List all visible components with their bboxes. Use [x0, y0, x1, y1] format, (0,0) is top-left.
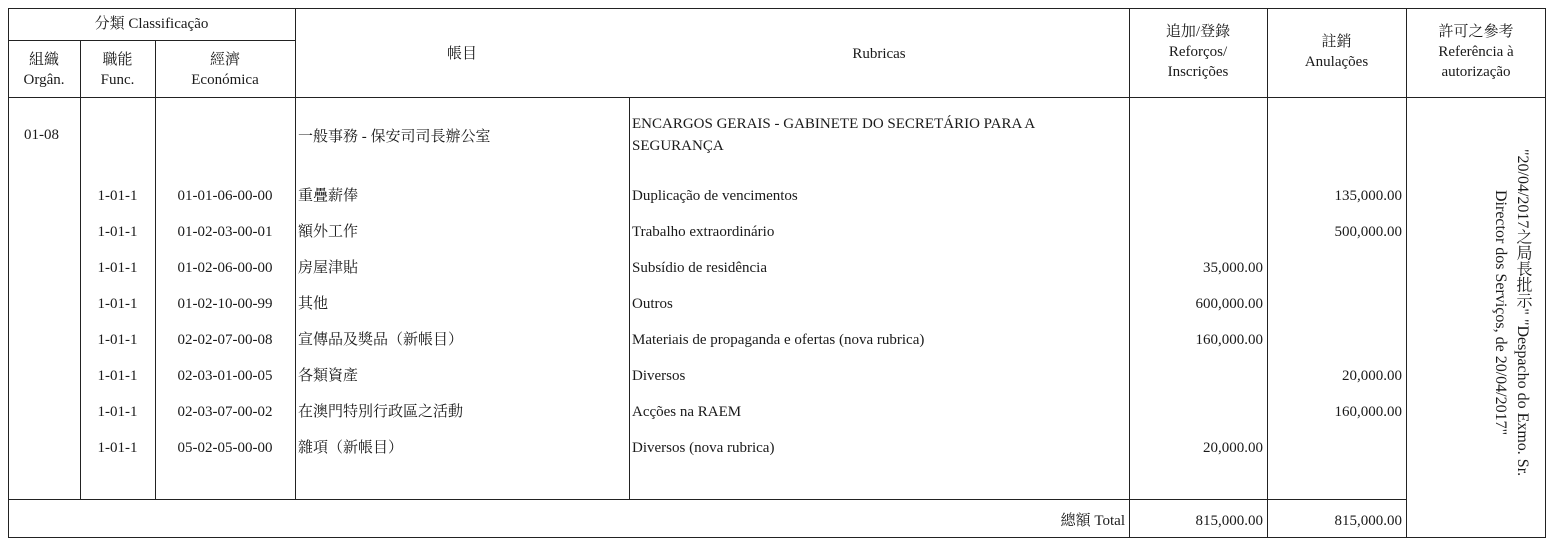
organ-header-zh: 組織	[28, 52, 59, 68]
row-rubrica: Trabalho extraordinário	[632, 224, 775, 240]
row-rubrica: Subsídio de residência	[632, 260, 767, 276]
row-anulacao: 500,000.00	[1334, 224, 1402, 240]
row-conta: 宣傳品及獎品（新帳目）	[298, 332, 464, 348]
row-func: 1-01-1	[97, 332, 138, 348]
row-econ: 01-02-06-00-00	[177, 260, 273, 276]
row-func: 1-01-1	[97, 404, 138, 420]
row-func: 1-01-1	[97, 296, 138, 312]
referencia-header-zh: 許可之參考	[1438, 24, 1514, 40]
row-func: 1-01-1	[97, 260, 138, 276]
row-rubrica: Diversos	[632, 368, 686, 384]
row-reforco: 35,000.00	[1203, 260, 1263, 276]
total-reforcos: 815,000.00	[1195, 513, 1263, 529]
section-organ: 01-08	[24, 127, 59, 143]
reforcos-header-zh: 追加/登錄	[1165, 24, 1231, 40]
authorization-reference: "20/04/2017之局長批示" "Despacho do Exmo. Sr. Director dos Serviços, de 20/04/2017"	[1492, 149, 1531, 477]
row-reforco: 600,000.00	[1195, 296, 1263, 312]
row-rubrica: Duplicação de vencimentos	[632, 188, 798, 204]
func-header-pt: Func.	[100, 72, 135, 88]
func-header-zh: 職能	[102, 52, 133, 68]
referencia-header-pt2: autorização	[1441, 64, 1511, 80]
row-reforco: 20,000.00	[1203, 440, 1263, 456]
row-conta: 額外工作	[298, 224, 359, 240]
row-anulacao: 135,000.00	[1334, 188, 1402, 204]
referencia-header	[1406, 22, 1546, 82]
row-econ: 02-03-07-00-02	[177, 404, 273, 420]
reforcos-header	[1129, 22, 1267, 82]
section-rubrica-line1: ENCARGOS GERAIS - GABINETE DO SECRETÁRIO PARA A	[632, 116, 1036, 132]
row-func: 1-01-1	[97, 440, 138, 456]
organ-header	[8, 50, 80, 90]
row-conta: 在澳門特別行政區之活動	[298, 404, 464, 420]
total-label: 總額 Total	[1060, 513, 1125, 529]
econ-header-zh: 經濟	[209, 52, 240, 68]
row-conta: 雜項（新帳目）	[298, 440, 404, 456]
organ-header-pt: Orgân.	[23, 72, 65, 88]
reforcos-header-pt1: Reforços/	[1168, 44, 1228, 60]
row-func: 1-01-1	[97, 188, 138, 204]
row-func: 1-01-1	[97, 224, 138, 240]
row-conta: 各類資產	[298, 368, 359, 384]
econ-header	[155, 50, 295, 90]
row-econ: 01-01-06-00-00	[177, 188, 273, 204]
row-reforco: 160,000.00	[1195, 332, 1263, 348]
classification-header: 分類 Classificação	[94, 16, 209, 32]
total-anulacoes: 815,000.00	[1334, 513, 1402, 529]
row-anulacao: 160,000.00	[1334, 404, 1402, 420]
section-rubrica-line2: SEGURANÇA	[632, 138, 724, 154]
econ-header-pt: Económica	[191, 72, 259, 88]
row-rubrica: Outros	[632, 296, 673, 312]
anulacoes-header-zh: 註銷	[1321, 34, 1352, 50]
row-econ: 01-02-03-00-01	[177, 224, 273, 240]
row-econ: 01-02-10-00-99	[177, 296, 273, 312]
row-econ: 02-02-07-00-08	[177, 332, 273, 348]
rubricas-header: Rubricas	[852, 46, 906, 62]
func-header	[80, 50, 155, 90]
row-conta: 重疊薪俸	[298, 188, 359, 204]
row-econ: 05-02-05-00-00	[177, 440, 273, 456]
anulacoes-header	[1267, 32, 1406, 72]
row-func: 1-01-1	[97, 368, 138, 384]
anulacoes-header-pt: Anulações	[1304, 54, 1369, 70]
row-rubrica: Diversos (nova rubrica)	[632, 440, 775, 456]
referencia-header-pt1: Referência à	[1438, 44, 1514, 60]
conta-header: 帳目	[446, 46, 477, 62]
row-econ: 02-03-01-00-05	[177, 368, 273, 384]
row-conta: 其他	[298, 296, 329, 312]
row-conta: 房屋津貼	[298, 260, 359, 276]
section-conta: 一般事務 - 保安司司長辦公室	[298, 129, 491, 145]
row-rubrica: Acções na RAEM	[632, 404, 742, 420]
row-rubrica: Materiais de propaganda e ofertas (nova rubrica)	[632, 332, 925, 348]
reforcos-header-pt2: Inscrições	[1167, 64, 1229, 80]
budget-table	[8, 8, 1546, 538]
row-anulacao: 20,000.00	[1342, 368, 1402, 384]
